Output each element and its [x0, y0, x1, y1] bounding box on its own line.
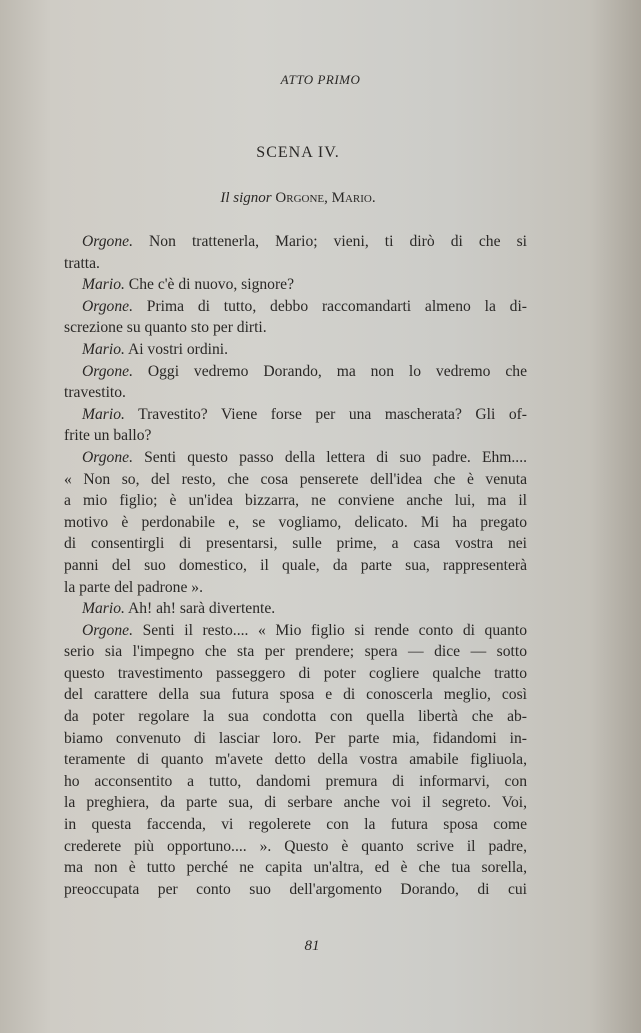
line-text: Travestito? Viene forse per una mascherata? Gli of- — [138, 405, 528, 423]
text-line — [64, 598, 527, 620]
line-text: ho acconsentito a tutto, dandomi premura di informarvi, con — [64, 772, 527, 790]
page-body-text — [64, 231, 527, 900]
character-list — [0, 190, 596, 207]
speaker-name: Mario. — [82, 276, 125, 294]
line-text: « Non so, del resto, che cosa penserete dell'idea che è venuta — [64, 470, 527, 488]
line-text: ma non è tutto perché ne capita un'altra, ed è che tua sorella, — [64, 859, 527, 877]
line-text: screzione su quanto sto per dirti. — [64, 319, 267, 337]
line-text: Ai vostri ordini. — [127, 340, 228, 358]
text-line — [64, 382, 527, 404]
text-line — [64, 577, 527, 599]
text-line — [64, 339, 527, 361]
text-line — [64, 533, 527, 555]
character-prefix: Il signor — [220, 190, 272, 206]
character-names: Orgone, Mario. — [275, 190, 376, 206]
text-line — [64, 296, 527, 318]
line-text: tratta. — [64, 254, 100, 272]
line-text: Senti questo passo della lettera di suo padre. Ehm.... — [144, 448, 527, 466]
speaker-name: Orgone. — [82, 233, 133, 250]
line-text: la preghiera, da parte sua, di serbare anche voi il segreto. Voi, — [64, 794, 527, 812]
text-line — [64, 425, 527, 447]
line-text: Non trattenerla, Mario; vieni, ti dirò di che si — [149, 233, 527, 250]
line-text: da poter regolare la sua condotta con quella libertà che ab- — [64, 708, 527, 726]
text-line — [64, 684, 527, 706]
line-text: Oggi vedremo Dorando, ma non lo vedremo che — [147, 362, 527, 380]
text-line — [64, 512, 527, 534]
speaker-name: Mario. — [82, 600, 125, 618]
line-text: crederete più opportuno.... ». Questo è quanto scrive il padre, — [64, 837, 527, 855]
scene-title: SCENA IV. — [256, 144, 340, 161]
text-line — [64, 663, 527, 685]
line-text: questo travestimento passeggero di poter cogliere qualche tratto — [64, 664, 527, 682]
text-line — [64, 792, 527, 814]
text-line — [64, 620, 527, 642]
text-line — [64, 490, 527, 512]
text-line — [64, 404, 527, 426]
line-text: serio sia l'impegno che sta per prendere; spera — dice — sotto — [64, 643, 527, 661]
line-text: Ah! ah! sarà divertente. — [127, 600, 276, 618]
text-line — [64, 879, 527, 901]
line-text: in questa faccenda, vi regolerete con la futura sposa come — [64, 816, 527, 834]
running-head: ATTO PRIMO — [280, 72, 361, 87]
line-text: motivo è perdonabile e, se vogliamo, delicato. Mi ha pregato — [64, 513, 527, 531]
page-number: 81 — [304, 938, 320, 954]
text-line — [64, 317, 527, 339]
text-line — [64, 361, 527, 383]
speaker-name: Mario. — [82, 340, 125, 358]
text-line — [64, 706, 527, 728]
speaker-name: Mario. — [82, 405, 125, 423]
line-text: la parte del padrone ». — [64, 578, 203, 596]
text-line — [64, 469, 527, 491]
text-line — [64, 555, 527, 577]
text-line — [64, 814, 527, 836]
text-line — [64, 641, 527, 663]
speaker-name: Orgone. — [82, 621, 133, 639]
line-text: biamo convenuto di lasciar loro. Per parte mia, fidandomi in- — [64, 729, 527, 747]
line-text: travestito. — [64, 384, 126, 402]
line-text: panni del suo domestico, il quale, da parte sua, rappresenterà — [64, 556, 527, 574]
line-text: preoccupata per conto suo dell'argomento Dorando, di cui — [64, 880, 527, 898]
line-text: Senti il resto.... « Mio figlio si rende conto di quanto — [142, 621, 527, 639]
line-text: di consentirgli di presentarsi, sulle prime, a casa vostra nei — [64, 535, 527, 553]
text-line — [64, 253, 527, 275]
text-line — [64, 231, 527, 253]
speaker-name: Orgone. — [82, 362, 133, 380]
text-line — [64, 857, 527, 879]
line-text: Prima di tutto, debbo raccomandarti almeno la di- — [146, 297, 527, 315]
speaker-name: Orgone. — [82, 297, 133, 315]
text-line — [64, 728, 527, 750]
speaker-name: Orgone. — [82, 448, 133, 466]
line-text: Che c'è di nuovo, signore? — [128, 276, 295, 294]
line-text: del carattere della sua futura sposa e di conoscerla meglio, così — [64, 686, 527, 704]
line-text: frite un ballo? — [64, 427, 152, 445]
line-text: teramente di quanto m'avete detto della vostra amabile figliuola, — [64, 751, 527, 769]
text-line — [64, 749, 527, 771]
text-line — [64, 836, 527, 858]
text-line — [64, 771, 527, 793]
text-line — [64, 447, 527, 469]
text-line — [64, 274, 527, 296]
line-text: a mio figlio; è un'idea bizzarra, ne conviene anche lui, ma il — [64, 492, 527, 510]
